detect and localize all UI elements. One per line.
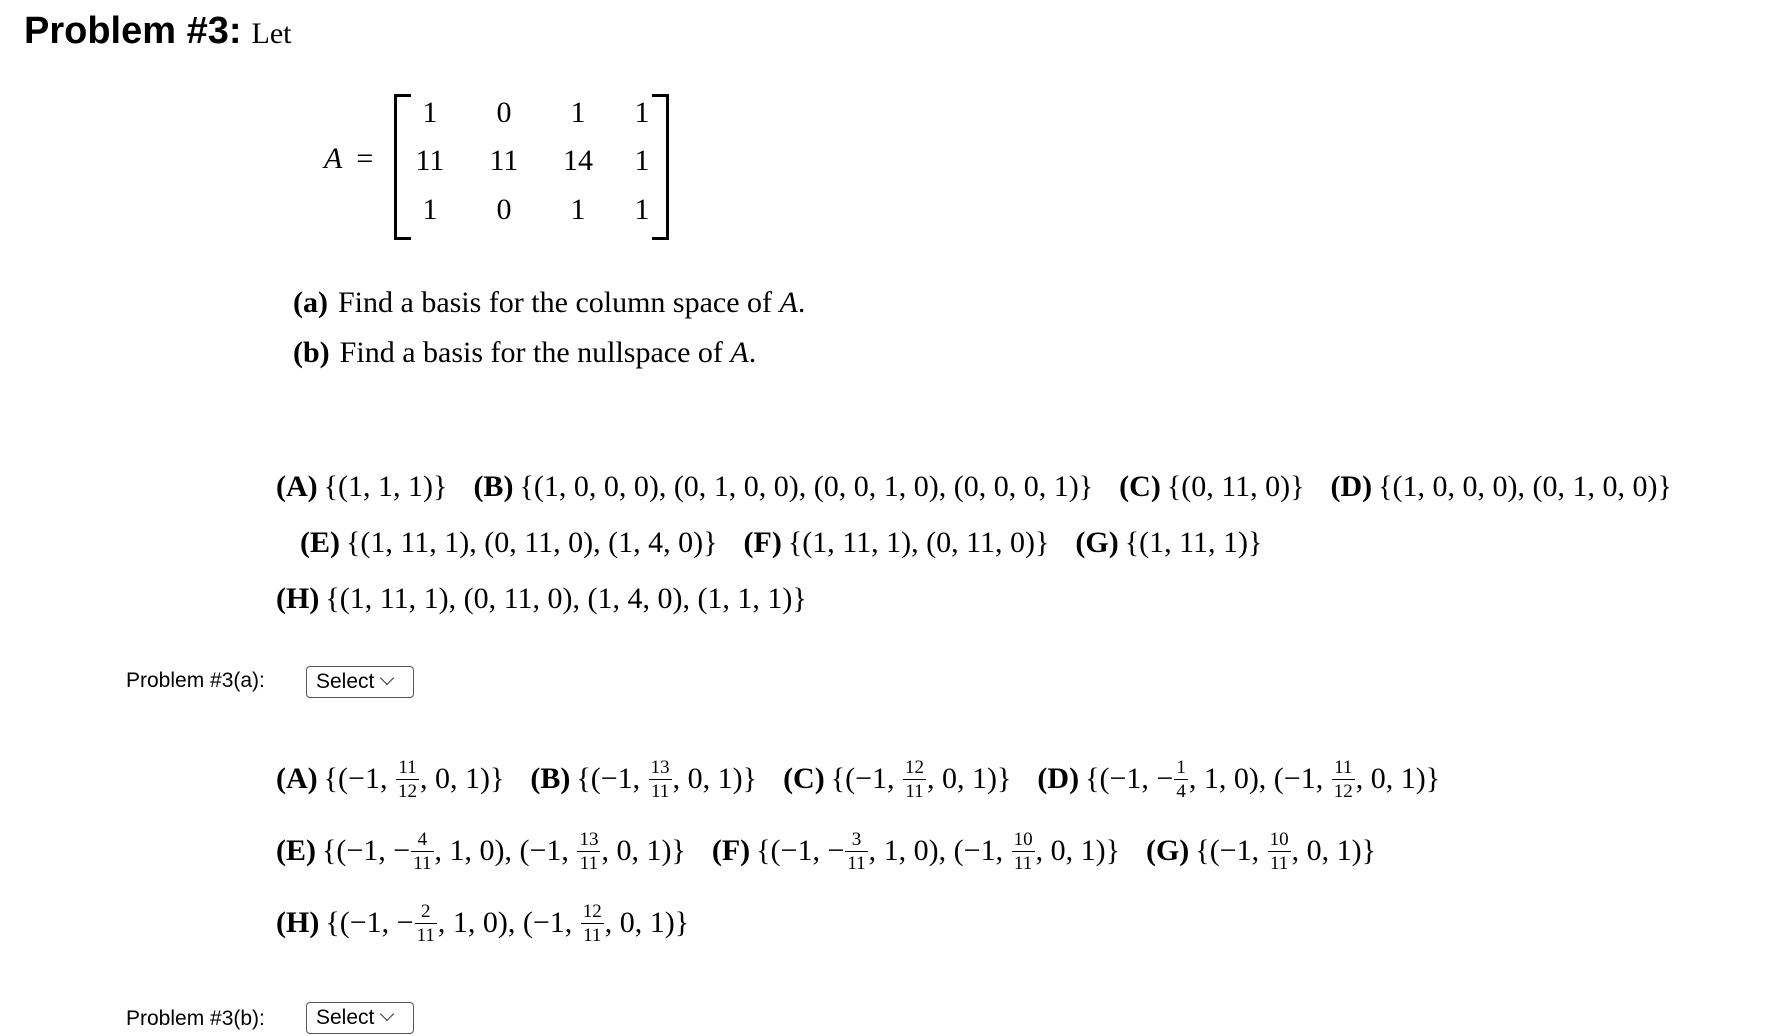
intro-text: Let [251,17,292,50]
choice-b-B: (B) {(−1, $\frac{13}{11}$ , 0, 1)} [530,757,758,802]
matrix-cell: 1 [634,96,650,129]
choice-b-C: (C) {(−1, $\frac{12}{11}$ , 0, 1)} [783,757,1012,802]
choice-a-A: (A) {(1, 1, 1)} [276,470,448,503]
matrix-cell: 1 [634,144,650,177]
choices-a-row-1 [276,470,1672,504]
choice-a-E: (E) {(1, 11, 1), (0, 11, 0), (1, 4, 0)} [300,526,718,559]
matrix-label: A = [324,142,374,175]
choices-b-row-2 [276,829,1402,875]
matrix-cell: 0 [496,96,512,129]
choice-b-G: (G) {(−1, $\frac{10}{11}$ , 0, 1)} [1145,829,1376,874]
choice-b-E: (E) {(−1, − $\frac{4}{11}$ , 1, 0), (−1, $\frac{13}{11}$ , 0, 1)} [276,829,686,874]
matrix-cell: 1 [634,193,650,226]
choices-a-row-3 [276,582,833,616]
chevron-down-icon [380,671,394,685]
choice-a-F: (F) {(1, 11, 1), (0, 11, 0)} [743,526,1050,559]
choices-b-row-3 [276,901,715,947]
answer-a-select[interactable]: Select [306,666,414,698]
choice-a-B: (B) {(1, 0, 0, 0), (0, 1, 0, 0), (0, 0, 1, 0), (0, 0, 0, 1)} [473,470,1094,503]
matrix-cell: 1 [570,96,586,129]
choice-a-D: (D) {(1, 0, 0, 0), (0, 1, 0, 0)} [1330,470,1672,503]
question-b: (b) Find a basis for the nullspace of A. [293,336,757,369]
matrix-cell: 1 [422,96,438,129]
choice-a-G: (G) {(1, 11, 1)} [1075,526,1263,559]
answer-a-label: Problem #3(a): [126,669,265,692]
answer-b-select[interactable]: Select [306,1002,414,1034]
choice-b-H: (H) {(−1, − $\frac{2}{11}$ , 1, 0), (−1, $\frac{12}{11}$ , 0, 1)} [276,901,690,946]
choices-b-row-1 [276,757,1441,803]
chevron-down-icon [380,1007,394,1021]
matrix-cell: 14 [563,144,593,177]
matrix-cell: 1 [570,193,586,226]
question-a: (a) Find a basis for the column space of A. [293,286,806,319]
matrix-cell: 1 [422,193,438,226]
choice-a-H: (H) {(1, 11, 1), (0, 11, 0), (1, 4, 0), (1, 1, 1)} [276,582,807,615]
matrix-cell: 11 [415,144,445,177]
choice-b-D: (D) {(−1, − $\frac{1}{4}$ , 1, 0), (−1, $\frac{11}{12}$ , 0, 1)} [1037,757,1441,802]
problem-title: Problem #3: Let [24,10,292,52]
choice-b-A: (A) {(−1, $\frac{11}{12}$ , 0, 1)} [276,757,505,802]
choice-b-F: (F) {(−1, − $\frac{3}{11}$ , 1, 0), (−1, $\frac{10}{11}$ , 0, 1)} [711,829,1120,874]
choice-a-C: (C) {(0, 11, 0)} [1119,470,1305,503]
choices-a-row-2 [300,526,1288,560]
matrix-cell: 0 [496,193,512,226]
answer-b-label: Problem #3(b): [126,1007,265,1030]
matrix-cell: 11 [489,144,519,177]
